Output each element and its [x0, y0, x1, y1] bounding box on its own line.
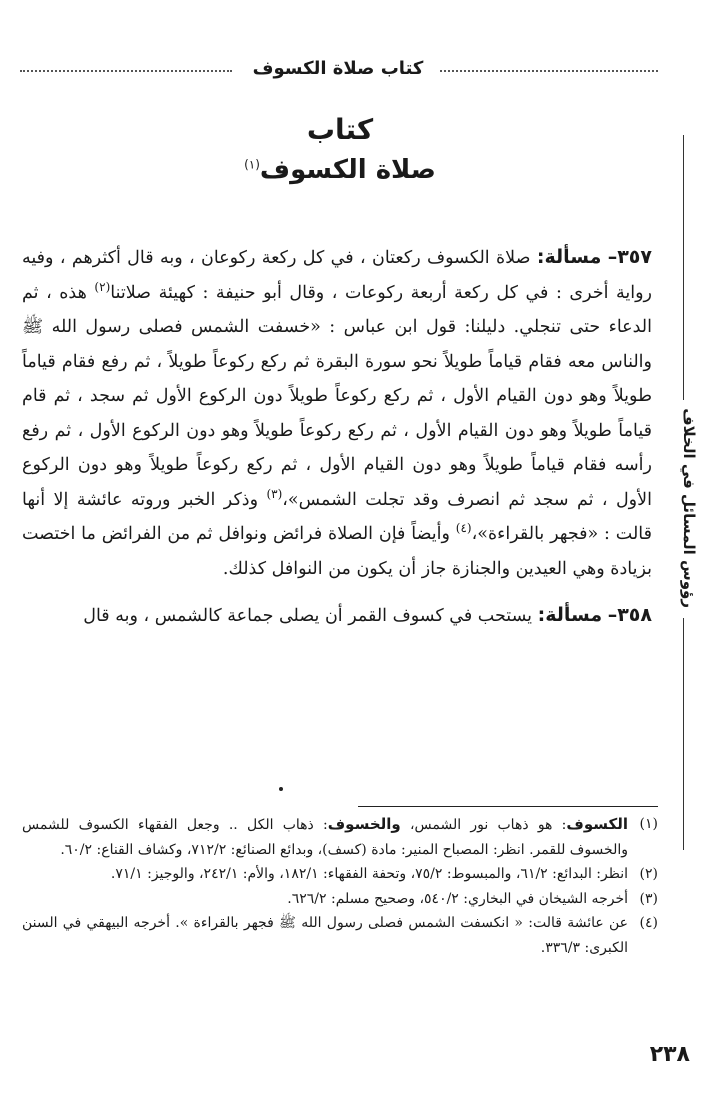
issue-keyword: مسألة:	[537, 604, 603, 626]
side-rule-bottom	[683, 618, 684, 850]
running-header	[20, 58, 660, 82]
book-title-line2	[150, 150, 530, 190]
footnote-text: انظر: البدائع: ٦١/٢، والمبسوط: ٧٥/٢، وتحفة الفقهاء: ١٨٢/١، والأم: ٢٤٢/١، والوجيز: ٧١/١.	[110, 866, 628, 882]
body-text	[22, 240, 652, 634]
footnote-number: (١)	[639, 816, 658, 832]
footnote-2	[22, 862, 658, 887]
header-rule-right	[440, 70, 658, 72]
footnote-ref-2: (٢)	[94, 279, 111, 294]
side-rule-top	[683, 135, 684, 400]
footnote-segment: : ذهاب الكل .. وجعل الفقهاء الكسوف للشمس والخسوف للقمر. انظر: المصباح المنير: مادة (كسف)، وبدائع الصنائع: ٧١٢/٢، وكشاف القناع: ٦٠/٢.	[22, 817, 628, 858]
footnote-text: عن عائشة قالت: « انكسفت الشمس فصلى رسول الله ﷺ فجهر بالقراءة ». أخرجه البيهقي في السنن الكبرى: ٣٣٦/٣.	[22, 915, 628, 956]
footnote-number: (٢)	[639, 866, 658, 882]
footnote-ref-3: (٣)	[266, 486, 283, 501]
footnote-term: والخسوف	[327, 815, 401, 833]
issue-keyword: مسألة:	[536, 246, 602, 268]
footnote-segment: : هو ذهاب نور الشمس،	[410, 817, 567, 833]
footnote-term: الكسوف	[566, 815, 628, 833]
center-dot	[279, 787, 283, 791]
side-running-title: رؤوس المسائل في الخلاف	[680, 408, 698, 608]
footnote-4	[22, 911, 658, 960]
footnote-ref-1: (١)	[244, 157, 260, 172]
header-rule-left	[20, 70, 232, 72]
footnote-ref-4: (٤)	[455, 521, 472, 536]
book-title-line1: كتاب	[306, 113, 374, 146]
footnote-3	[22, 887, 658, 912]
running-header-title: كتاب صلاة الكسوف	[252, 58, 424, 79]
footnote-number: (٣)	[639, 890, 658, 907]
issue-text-part2: هذه ، ثم الدعاء حتى تنجلي. دليلنا: قول ابن عباس : «خسفت الشمس فصلى رسول الله ﷺ والناس معه فقام قياماً طويلاً نحو سورة البقرة ثم ركع ركوعاً طويلاً ، ثم رفع فقام قياماً طويلاً وهو دون القيام الأول ، ثم ركع ركوعاً طويلاً دون الركوع الأول ثم سجد ، ثم قام قياماً طويلاً وهو دون القيام الأول ، ثم ركع ركوعاً طويلاً وهو دون الركوع الأول ، ثم رفع رأسه فقام قياماً طويلاً وهو دون القيام الأول ، ثم ركع ركوعاً طويلاً وهو دون الركوع الأول ، ثم سجد ثم انصرف وقد تجلت الشمس»،	[22, 282, 652, 510]
issue-number: ٣٥٨–	[607, 604, 652, 626]
issue-text-part1: يستحب في كسوف القمر أن يصلى جماعة كالشمس ، وبه قال	[83, 606, 533, 626]
footnote-number: (٤)	[639, 915, 658, 931]
issue-text-part1: صلاة الكسوف ركعتان ، في كل ركعة ركوعان ، وبه قال أكثرهم ، وفيه رواية أخرى : في كل ركعة أربعة ركوعات ، وقال أبو حنيفة : كهيئة صلاتنا	[22, 248, 653, 303]
footnote-separator	[358, 806, 658, 807]
issue-text-part4: وأيضاً فإن الصلاة فرائض ونوافل ثم من الفرائض ما اختصت بزيادة وهي العيدين والجنازة جاز أن يكون من النوافل كذلك.	[22, 524, 652, 579]
page-number: ٢٣٨	[649, 1042, 690, 1067]
issue-text-part3: وذكر الخبر وروته عائشة إلا أنها قالت : «فجهر بالقراءة»،	[22, 489, 652, 544]
footnote-1	[22, 812, 658, 862]
issue-number: ٣٥٧–	[607, 246, 652, 268]
issue-358	[22, 598, 652, 634]
book-title	[150, 110, 530, 190]
footnote-text	[22, 812, 628, 862]
book-title-text: صلاة الكسوف	[259, 155, 436, 185]
footnote-text: أخرجه الشيخان في البخاري: ٥٤٠/٢، وصحيح مسلم: ٦٢٦/٢.	[287, 890, 628, 907]
issue-357	[22, 240, 652, 586]
footnotes	[22, 812, 658, 960]
